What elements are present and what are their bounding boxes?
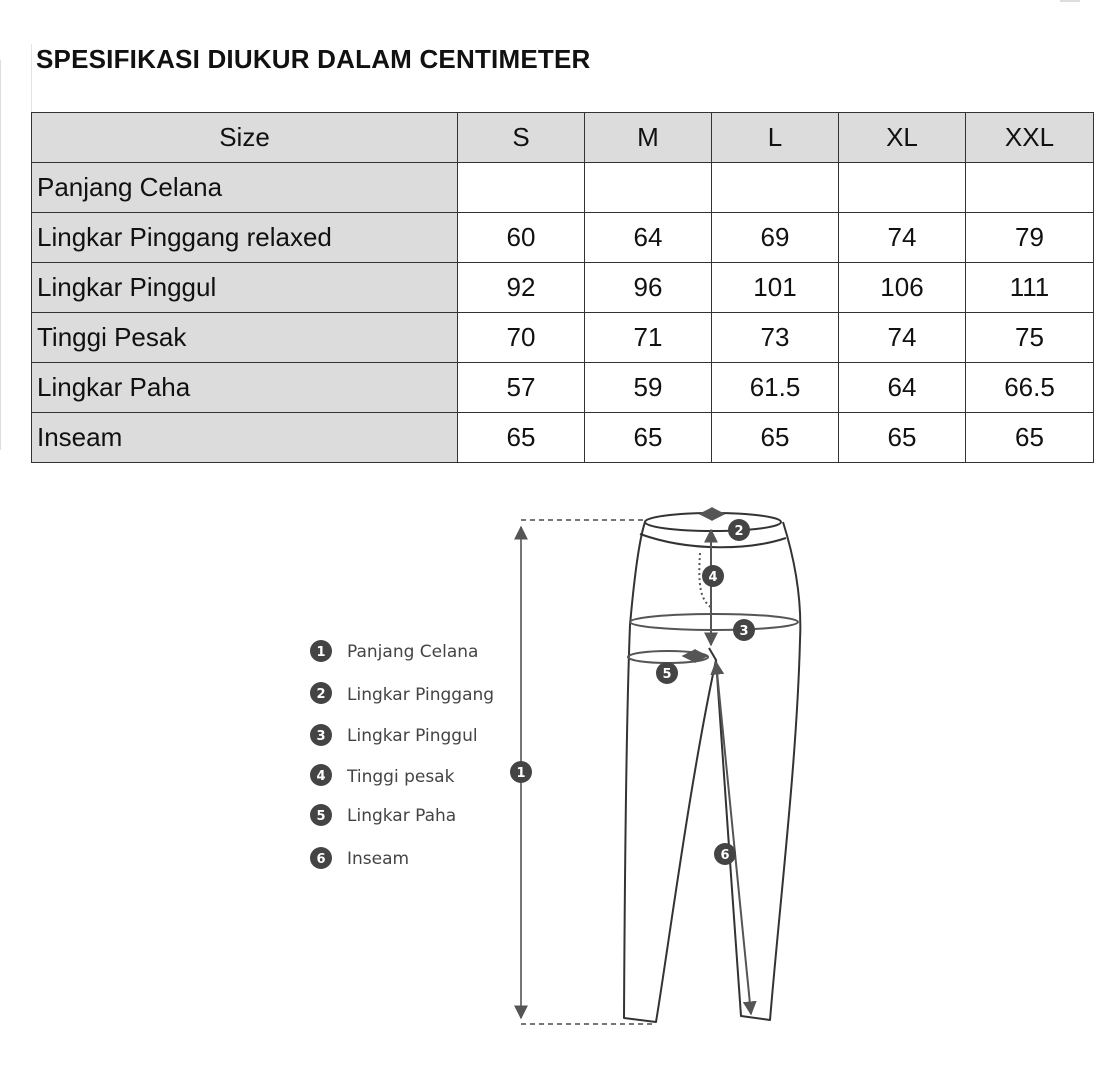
table-cell: 65 [712, 413, 839, 463]
legend-number: 3 [316, 729, 326, 744]
pants-measurement-diagram [0, 470, 1118, 1070]
table-cell: 65 [966, 413, 1094, 463]
table-cell: 73 [712, 313, 839, 363]
diagram-marker [702, 565, 724, 587]
legend-item [310, 724, 478, 746]
header-cell-xxl: XXL [966, 113, 1094, 163]
table-cell: 92 [458, 263, 585, 313]
table-cell: 75 [966, 313, 1094, 363]
table-cell [839, 163, 966, 213]
diagram-legend [310, 640, 494, 869]
row-label: Lingkar Pinggul [32, 263, 458, 313]
table-cell: 79 [966, 213, 1094, 263]
legend-number: 5 [316, 809, 326, 824]
table-cell: 70 [458, 313, 585, 363]
table-cell: 101 [712, 263, 839, 313]
table-cell: 59 [585, 363, 712, 413]
legend-label: Lingkar Pinggang [347, 685, 495, 705]
legend-number: 4 [316, 769, 326, 784]
table-cell: 69 [712, 213, 839, 263]
legend-number: 2 [316, 687, 326, 702]
legend-item [310, 764, 455, 787]
waistband-top [645, 513, 781, 531]
marker-number: 2 [734, 524, 744, 539]
table-row-inseam [32, 413, 1094, 463]
row-label: Inseam [32, 413, 458, 463]
header-cell-m: M [585, 113, 712, 163]
table-cell: 64 [839, 363, 966, 413]
table-cell: 57 [458, 363, 585, 413]
pants-illustration [624, 513, 800, 1022]
row-label: Lingkar Pinggang relaxed [32, 213, 458, 263]
marker-number: 6 [720, 848, 730, 863]
table-row-panjang-celana [32, 163, 1094, 213]
diagram-marker [728, 519, 750, 541]
legend-label: Lingkar Pinggul [347, 726, 478, 746]
inseam-arrow [716, 662, 751, 1014]
table-row-tinggi-pesak [32, 313, 1094, 363]
header-cell-s: S [458, 113, 585, 163]
size-table [31, 112, 1094, 463]
diagram-marker [510, 761, 532, 783]
table-cell: 96 [585, 263, 712, 313]
table-cell: 65 [585, 413, 712, 463]
diagram-marker [714, 843, 736, 865]
table-cell: 111 [966, 263, 1094, 313]
table-cell [966, 163, 1094, 213]
length-guide [521, 520, 656, 1024]
left-divider [0, 60, 1, 450]
table-cell: 74 [839, 313, 966, 363]
row-label: Tinggi Pesak [32, 313, 458, 363]
legend-item [310, 682, 494, 705]
table-cell [585, 163, 712, 213]
table-row-lingkar-pinggul [32, 263, 1094, 313]
row-label: Panjang Celana [32, 163, 458, 213]
row-label: Lingkar Paha [32, 363, 458, 413]
table-cell [458, 163, 585, 213]
page-title: SPESIFIKASI DIUKUR DALAM CENTIMETER [36, 44, 591, 74]
fly-line [709, 648, 716, 660]
table-cell: 74 [839, 213, 966, 263]
legend-item [310, 847, 409, 869]
table-cell: 60 [458, 213, 585, 263]
table-cell: 61.5 [712, 363, 839, 413]
title-divider [31, 44, 32, 114]
pants-outline [624, 522, 800, 1022]
header-cell-xl: XL [839, 113, 966, 163]
table-cell: 71 [585, 313, 712, 363]
table-cell: 65 [839, 413, 966, 463]
marker-number: 4 [708, 570, 718, 585]
table-cell: 65 [458, 413, 585, 463]
marker-number: 1 [516, 766, 526, 781]
legend-label: Lingkar Paha [347, 806, 457, 826]
legend-label: Panjang Celana [347, 642, 479, 662]
header-cell-l: L [712, 113, 839, 163]
legend-item [310, 804, 456, 826]
corner-mark [1060, 0, 1080, 2]
waistband-bottom [640, 534, 786, 547]
diagram-marker [733, 619, 755, 641]
table-cell: 106 [839, 263, 966, 313]
hip-ellipse [630, 614, 798, 630]
legend-label: Inseam [347, 849, 410, 869]
table-cell: 64 [585, 213, 712, 263]
legend-item [310, 640, 478, 662]
table-row-lingkar-pinggang [32, 213, 1094, 263]
table-cell [712, 163, 839, 213]
marker-number: 5 [662, 667, 672, 682]
diagram-marker [656, 662, 678, 684]
legend-number: 1 [316, 645, 326, 660]
marker-number: 3 [739, 624, 749, 639]
legend-number: 6 [316, 852, 326, 867]
table-header-row [32, 113, 1094, 163]
table-row-lingkar-paha [32, 363, 1094, 413]
table-cell: 66.5 [966, 363, 1094, 413]
header-cell-size: Size [32, 113, 458, 163]
legend-label: Tinggi pesak [347, 767, 455, 787]
